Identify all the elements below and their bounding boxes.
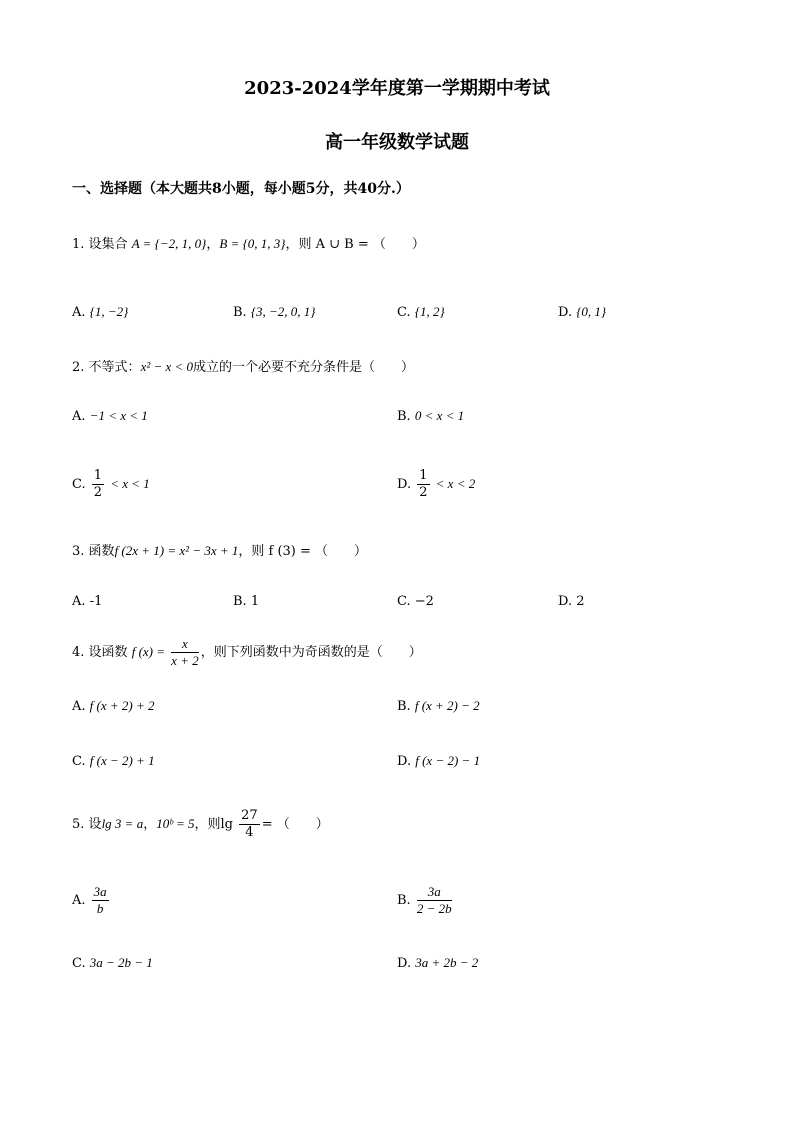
- option-d[interactable]: D. {0, 1}: [558, 304, 607, 320]
- option-c[interactable]: C. {1, 2}: [397, 304, 445, 320]
- option-d[interactable]: D. 3a + 2b − 2: [397, 955, 479, 971]
- log-expr: lg 3 = a: [101, 816, 144, 831]
- option-a[interactable]: A. −1 < x < 1: [72, 408, 148, 424]
- fraction: $\frac{1}{2}$: [93, 468, 103, 500]
- option-c[interactable]: C. f (x − 2) + 1: [72, 753, 155, 769]
- exam-subtitle: 高一年级数学试题: [325, 132, 469, 153]
- option-b[interactable]: B. f (x + 2) − 2: [397, 698, 480, 714]
- power-expr: 10ᵇ = 5: [156, 816, 195, 831]
- option-b[interactable]: B. 0 < x < 1: [397, 408, 465, 424]
- option-c[interactable]: C. $\frac{1}{2}$ < x < 1: [72, 468, 150, 500]
- set-a-expr: A = {−2, 1, 0}: [131, 236, 207, 251]
- option-a[interactable]: A. -1: [72, 594, 103, 609]
- question-1: 1. 设集合 A = {−2, 1, 0}，B = {0, 1, 3}，则 A ∪ B = （ ）: [72, 236, 425, 252]
- fraction: $\frac{27}{4}$: [241, 808, 258, 840]
- question-ask: = （ ）: [261, 817, 329, 832]
- question-3: 3. 函数f (2x + 1) = x² − 3x + 1，则 f (3) = （ ）: [72, 543, 368, 559]
- option-d[interactable]: D. $\frac{1}{2}$ < x < 2: [397, 468, 476, 500]
- option-a[interactable]: A. $\frac{3a}{b}$: [72, 884, 107, 916]
- question-2: 2. 不等式：x² − x < 0成立的一个必要不充分条件是（ ）: [72, 359, 415, 375]
- inequality-expr: x² − x < 0: [140, 359, 194, 374]
- question-number: 1: [72, 237, 81, 252]
- function-expr: f (2x + 1) = x² − 3x + 1: [114, 543, 239, 558]
- question-4: 4. 设函数 f (x) = $\frac{x}{x + 2}$ ，则下列函数中为奇函数的是（ ）: [72, 636, 422, 668]
- fraction: $\frac{3a}{2 - 2b}$: [416, 884, 452, 916]
- option-c[interactable]: C. 3a − 2b − 1: [72, 955, 153, 971]
- lg-label: lg: [220, 817, 233, 832]
- separator: ，: [206, 237, 220, 252]
- question-stem: 设集合: [88, 237, 128, 252]
- option-a[interactable]: A. {1, −2}: [72, 304, 129, 320]
- set-b-expr: B = {0, 1, 3}: [219, 236, 286, 251]
- section-heading: 一、选择题（本大题共8小题，每小题5分，共40分.）: [72, 181, 410, 197]
- option-b[interactable]: B. {3, −2, 0, 1}: [233, 304, 316, 320]
- question-stem: 函数: [88, 544, 115, 559]
- option-c[interactable]: C. −2: [397, 594, 434, 609]
- option-b[interactable]: B. 1: [233, 594, 260, 609]
- question-stem: 不等式：: [88, 360, 141, 375]
- question-stem: 设函数: [88, 645, 128, 660]
- question-ask: ，则下列函数中为奇函数的是（ ）: [200, 645, 422, 660]
- fraction: $\frac{x}{x + 2}$: [171, 636, 199, 668]
- question-ask: ，则 f (3) = （ ）: [238, 544, 368, 559]
- question-ask: 成立的一个必要不充分条件是（ ）: [193, 360, 415, 375]
- fraction: $\frac{3a}{b}$: [93, 884, 107, 916]
- question-stem: 设: [88, 817, 102, 832]
- fraction: $\frac{1}{2}$: [419, 468, 428, 500]
- exam-title: 2023-2024学年度第一学期期中考试: [244, 78, 550, 99]
- option-d[interactable]: D. 2: [558, 594, 585, 609]
- question-5: 5. 设lg 3 = a，10ᵇ = 5，则lg $\frac{27}{4}$ = （ ）: [72, 808, 329, 840]
- question-ask: ，则 A ∪ B = （ ）: [285, 237, 425, 252]
- option-d[interactable]: D. f (x − 2) − 1: [397, 753, 481, 769]
- option-b[interactable]: B. $\frac{3a}{2 - 2b}$: [397, 884, 452, 916]
- function-expr: f (x) =: [131, 644, 166, 659]
- option-a[interactable]: A. f (x + 2) + 2: [72, 698, 155, 714]
